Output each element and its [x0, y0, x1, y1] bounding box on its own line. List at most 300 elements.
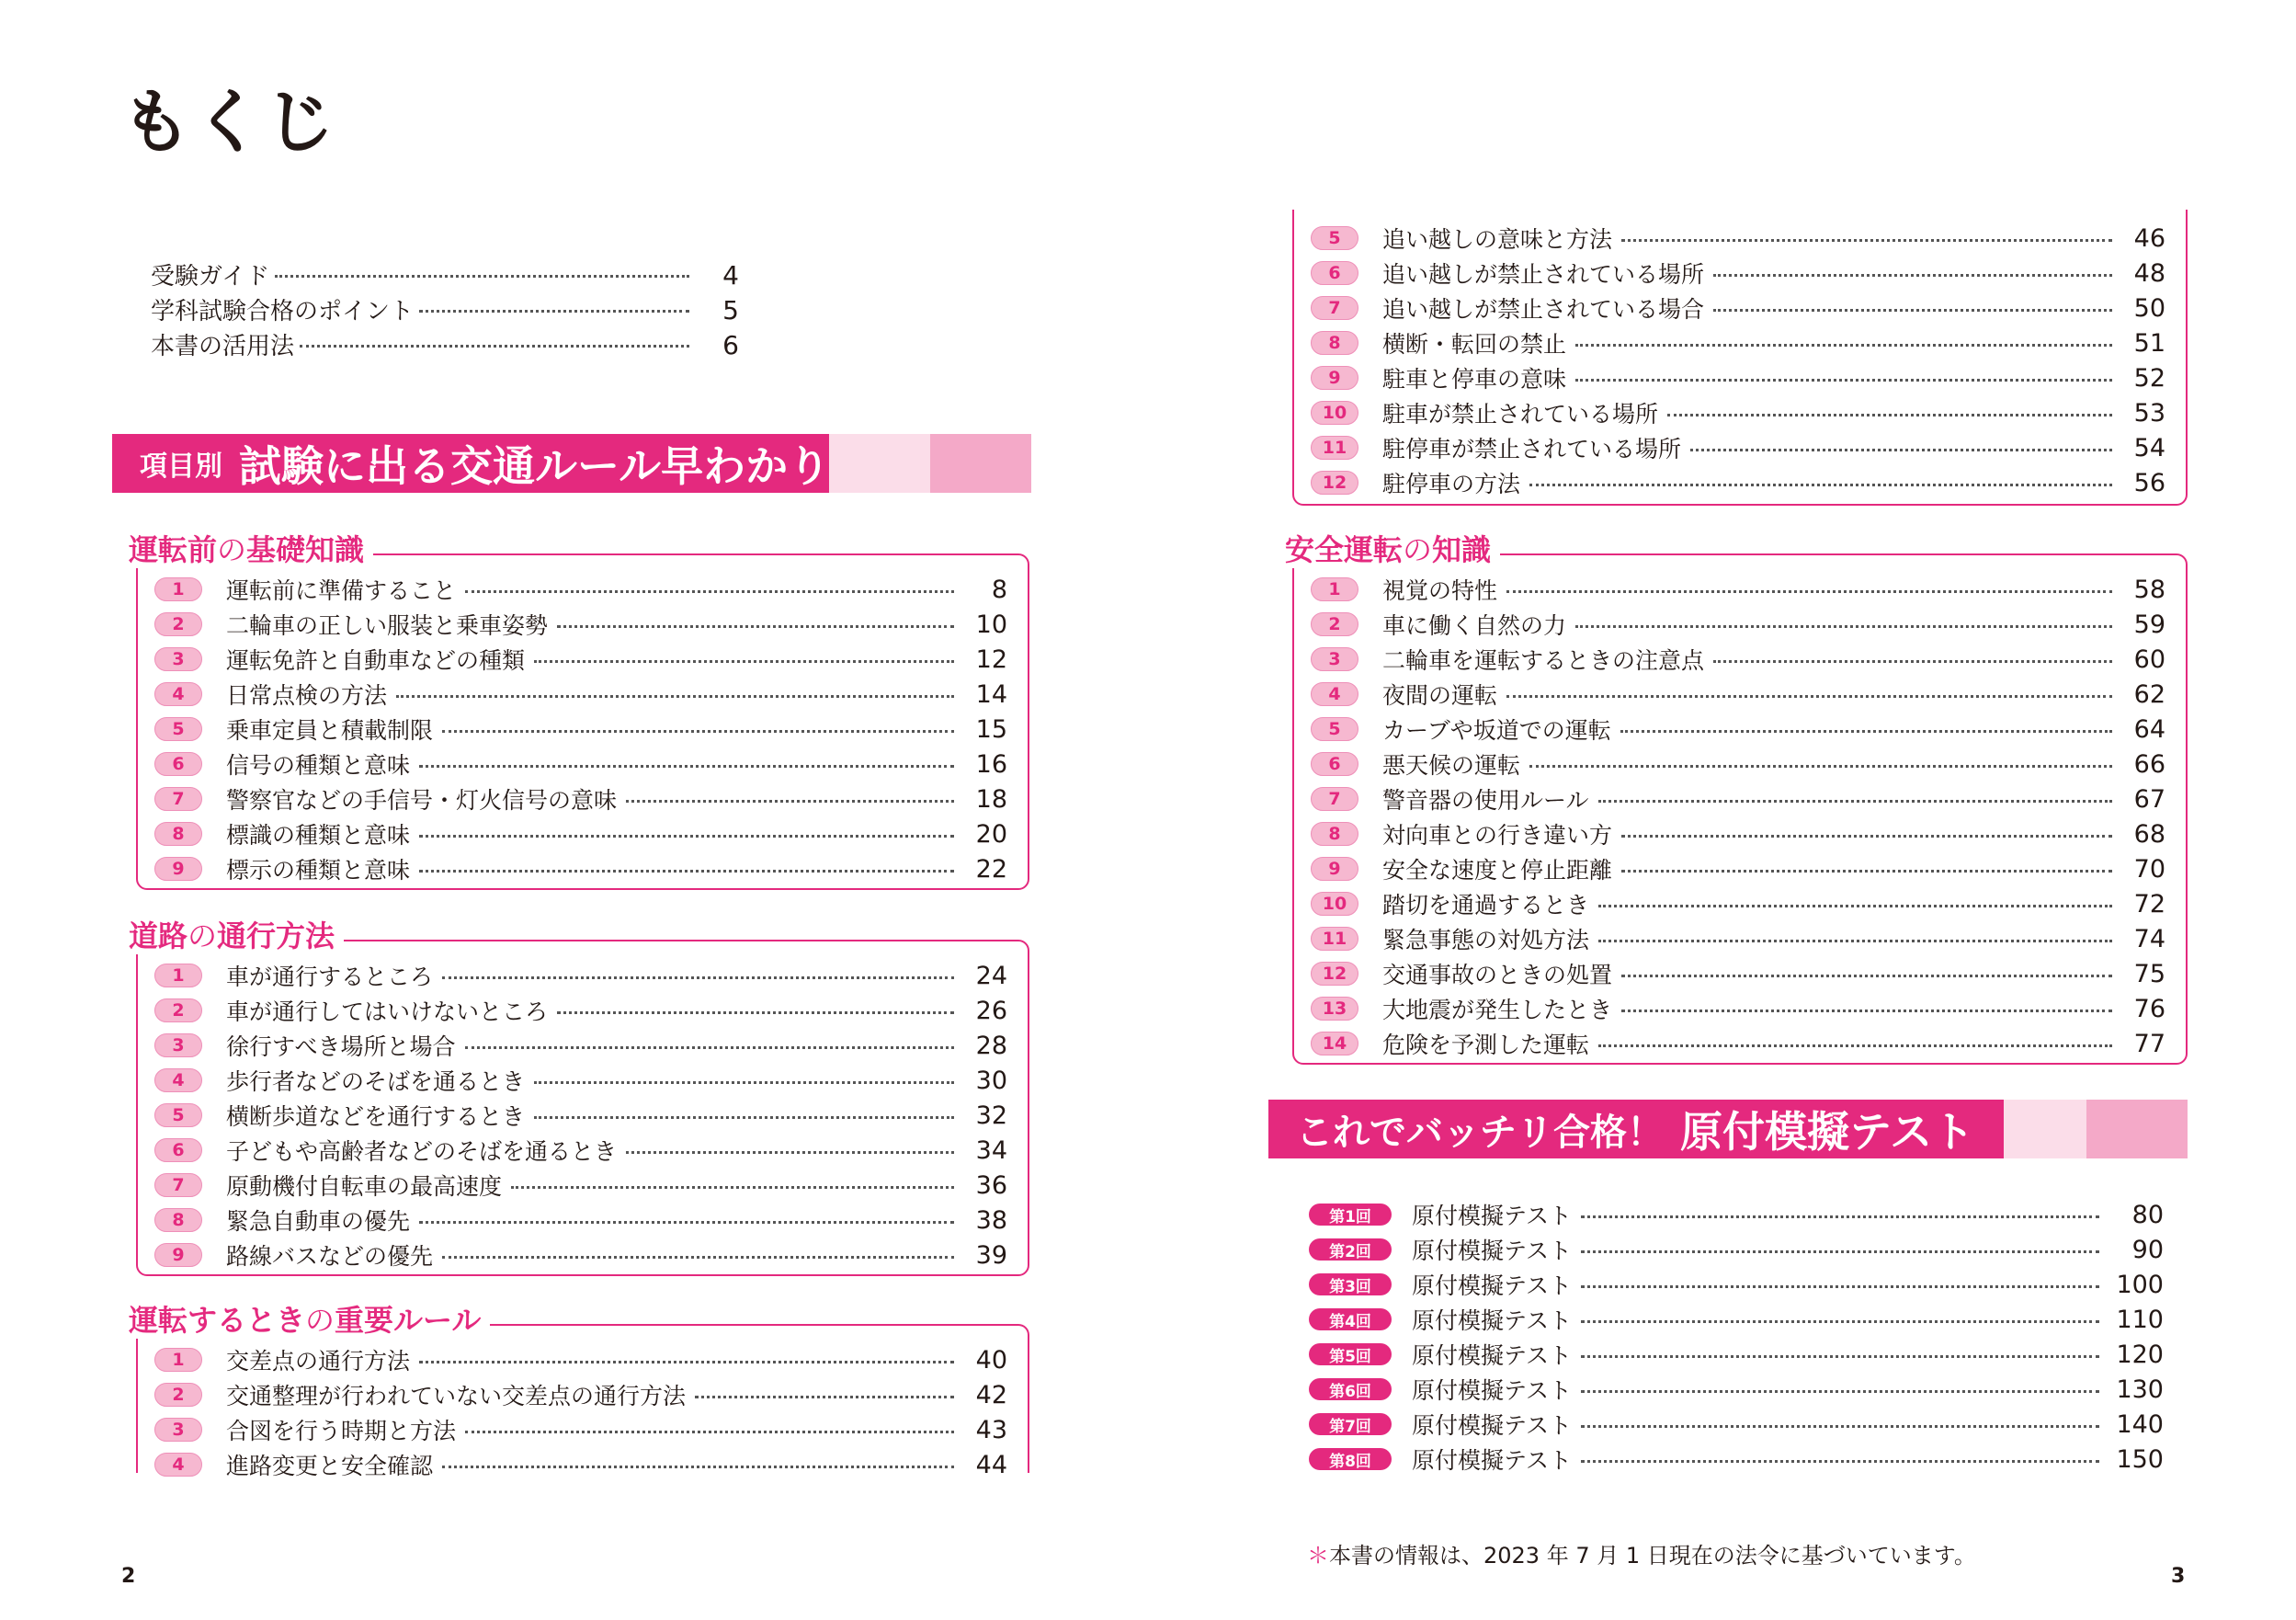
- section-items: [154, 1342, 1007, 1482]
- toc-entry[interactable]: [1311, 921, 2165, 956]
- toc-entry[interactable]: [154, 851, 1007, 886]
- toc-entry[interactable]: [1311, 1026, 2165, 1061]
- entry-label: 車が通行するところ: [226, 964, 434, 990]
- entry-label: 駐車が禁止されている場所: [1382, 401, 1659, 428]
- entry-page: 46: [2133, 223, 2165, 253]
- entry-page: 76: [2133, 994, 2165, 1023]
- leader-dots: [1581, 1460, 2099, 1463]
- number-badge: 8: [1311, 331, 1358, 355]
- number-badge: 2: [154, 998, 202, 1022]
- leader-dots: [465, 1046, 954, 1049]
- number-badge: 8: [1311, 822, 1358, 846]
- intro-list: [151, 257, 739, 362]
- entry-page: 77: [2133, 1029, 2165, 1058]
- number-badge: 9: [1311, 857, 1358, 881]
- toc-entry[interactable]: [154, 677, 1007, 712]
- toc-entry[interactable]: [154, 1203, 1007, 1238]
- leader-dots: [534, 660, 954, 663]
- leader-dots: [1581, 1425, 2099, 1428]
- entry-page: 34: [975, 1135, 1007, 1165]
- entry-page: 74: [2133, 924, 2165, 953]
- entry-label: 危険を予測した運転: [1382, 1032, 1590, 1058]
- entry-page: 70: [2133, 854, 2165, 884]
- toc-entry[interactable]: [1311, 886, 2165, 921]
- entry-page: 80: [2131, 1200, 2164, 1229]
- leader-dots: [1621, 835, 2112, 838]
- toc-entry[interactable]: [154, 958, 1007, 993]
- toc-entry[interactable]: [154, 1342, 1007, 1377]
- entry-label: 視覚の特性: [1382, 577, 1498, 604]
- number-badge: 6: [154, 752, 202, 776]
- number-badge: 4: [154, 1453, 202, 1477]
- entry-label: 歩行者などのそばを通るとき: [226, 1068, 526, 1095]
- entry-label: 二輪車の正しい服装と乗車姿勢: [226, 612, 549, 639]
- number-badge: 6: [1311, 752, 1358, 776]
- entry-label: 駐停車が禁止されている場所: [1382, 436, 1682, 462]
- section-rules: [129, 1303, 1029, 1479]
- leader-dots: [1690, 449, 2112, 451]
- leader-dots: [1506, 590, 2112, 593]
- leader-dots: [419, 870, 954, 873]
- leader-dots: [1598, 1044, 2112, 1047]
- toc-entry[interactable]: [1311, 572, 2165, 607]
- toc-entry[interactable]: [154, 1238, 1007, 1272]
- entry-label: 追い越しが禁止されている場合: [1382, 296, 1705, 323]
- page-number-left: 2: [121, 1565, 136, 1588]
- toc-entry[interactable]: [1311, 291, 2165, 325]
- footnote: [1307, 1537, 1976, 1569]
- toc-entry[interactable]: [1311, 642, 2165, 677]
- banner-tests: [1268, 1100, 2188, 1158]
- entry-label: 追い越しの意味と方法: [1382, 226, 1613, 253]
- toc-entry[interactable]: [154, 816, 1007, 851]
- leader-dots: [442, 976, 954, 979]
- entry-label: 学科試験合格のポイント: [151, 298, 415, 325]
- round-badge: 第7回: [1309, 1413, 1392, 1435]
- test-entry[interactable]: [1309, 1337, 2164, 1372]
- toc-entry[interactable]: [1311, 325, 2165, 360]
- toc-entry[interactable]: [1311, 465, 2165, 500]
- entry-page: 120: [2116, 1340, 2164, 1369]
- entry-label: 原付模擬テスト: [1412, 1447, 1573, 1474]
- entry-page: 16: [975, 749, 1007, 779]
- entry-label: 交通事故のときの処置: [1382, 962, 1613, 988]
- entry-label: 夜間の運転: [1382, 682, 1498, 709]
- entry-label: 原付模擬テスト: [1412, 1272, 1573, 1299]
- leader-dots: [1621, 975, 2112, 977]
- number-badge: 11: [1311, 927, 1358, 951]
- entry-label: 悪天候の運転: [1382, 752, 1521, 779]
- page-title: もくじ: [121, 81, 336, 163]
- leader-dots: [1581, 1215, 2099, 1218]
- number-badge: 7: [1311, 296, 1358, 320]
- number-badge: 1: [154, 1348, 202, 1372]
- leader-dots: [419, 835, 954, 838]
- toc-entry[interactable]: [151, 327, 739, 362]
- section-rules-continued: [1292, 210, 2188, 506]
- entry-page: 67: [2133, 784, 2165, 814]
- toc-entry[interactable]: [1311, 747, 2165, 781]
- entry-label: 路線バスなどの優先: [226, 1243, 434, 1270]
- leader-dots: [534, 1116, 954, 1119]
- entry-label: 原付模擬テスト: [1412, 1203, 1573, 1229]
- footnote-text: 本書の情報は、2023 年 7 月 1 日現在の法令に基づいています。: [1329, 1543, 1976, 1569]
- number-badge: 3: [154, 1418, 202, 1442]
- entry-label: 信号の種類と意味: [226, 752, 411, 779]
- entry-page: 36: [975, 1170, 1007, 1200]
- entry-label: 横断・転回の禁止: [1382, 331, 1567, 358]
- number-badge: 5: [154, 1103, 202, 1127]
- entry-label: 車に働く自然の力: [1382, 612, 1567, 639]
- entry-label: 対向車との行き違い方: [1382, 822, 1613, 849]
- toc-entry[interactable]: [154, 1447, 1007, 1482]
- entry-page: 90: [2131, 1235, 2164, 1264]
- leader-dots: [1598, 905, 2112, 907]
- toc-entry[interactable]: [154, 1133, 1007, 1168]
- entry-page: 5: [722, 295, 739, 325]
- entry-page: 10: [975, 610, 1007, 639]
- entry-label: 運転免許と自動車などの種類: [226, 647, 526, 674]
- entry-label: 警音器の使用ルール: [1382, 787, 1589, 814]
- banner-title: 原付模擬テスト: [1680, 1107, 1975, 1157]
- leader-dots: [1581, 1250, 2099, 1253]
- number-badge: 4: [154, 1068, 202, 1092]
- section-items: [154, 572, 1007, 886]
- leader-dots: [1598, 800, 2112, 803]
- leader-dots: [626, 1151, 954, 1154]
- leader-dots: [275, 275, 689, 278]
- entry-page: 4: [722, 260, 739, 291]
- number-badge: 12: [1311, 471, 1358, 495]
- round-badge: 第6回: [1309, 1378, 1392, 1400]
- leader-dots: [1575, 344, 2112, 347]
- toc-entry[interactable]: [154, 1063, 1007, 1098]
- toc-entry[interactable]: [154, 1028, 1007, 1063]
- test-entry[interactable]: [1309, 1197, 2164, 1232]
- entry-label: 踏切を通過するとき: [1382, 892, 1590, 918]
- entry-label: 標示の種類と意味: [226, 857, 411, 884]
- toc-entry[interactable]: [154, 1377, 1007, 1412]
- leader-dots: [1713, 660, 2112, 663]
- entry-page: 30: [975, 1066, 1007, 1095]
- leader-dots: [465, 590, 954, 593]
- leader-dots: [1529, 484, 2112, 486]
- leader-dots: [396, 695, 954, 698]
- asterisk-icon: ＊: [1307, 1543, 1329, 1569]
- leader-dots: [1621, 870, 2112, 873]
- page-number-right: 3: [2171, 1565, 2186, 1588]
- toc-entry[interactable]: [1311, 712, 2165, 747]
- leader-dots: [1598, 940, 2112, 942]
- entry-label: 受験ガイド: [151, 263, 270, 291]
- section-items: [1311, 572, 2165, 1061]
- section-title: 安全運転の知識: [1276, 531, 1500, 568]
- leader-dots: [1621, 239, 2112, 242]
- toc-entry[interactable]: [154, 607, 1007, 642]
- leader-dots: [1581, 1285, 2099, 1288]
- entry-label: 交差点の通行方法: [226, 1348, 411, 1375]
- number-badge: 14: [1311, 1032, 1358, 1055]
- leader-dots: [419, 1221, 954, 1224]
- toc-entry[interactable]: [154, 1412, 1007, 1447]
- entry-page: 48: [2133, 258, 2165, 288]
- section-items: [154, 958, 1007, 1272]
- round-badge: 第1回: [1309, 1204, 1392, 1226]
- leader-dots: [1581, 1320, 2099, 1323]
- number-badge: 5: [1311, 717, 1358, 741]
- entry-label: 徐行すべき場所と場合: [226, 1033, 456, 1060]
- leader-dots: [442, 1256, 954, 1259]
- entry-page: 28: [975, 1031, 1007, 1060]
- number-badge: 11: [1311, 436, 1358, 460]
- entry-page: 53: [2133, 398, 2165, 428]
- number-badge: 2: [1311, 612, 1358, 636]
- section-title: 道路の通行方法: [119, 918, 344, 954]
- leader-dots: [1667, 414, 2112, 416]
- entry-page: 52: [2133, 363, 2165, 393]
- leader-dots: [442, 1466, 954, 1468]
- entry-label: 原動機付自転車の最高速度: [226, 1173, 503, 1200]
- number-badge: 3: [1311, 647, 1358, 671]
- leader-dots: [557, 625, 954, 628]
- leader-dots: [511, 1186, 954, 1189]
- leader-dots: [534, 1081, 954, 1084]
- entry-label: 大地震が発生したとき: [1382, 997, 1613, 1023]
- entry-page: 64: [2133, 714, 2165, 744]
- toc-entry[interactable]: [1311, 781, 2165, 816]
- entry-label: 子どもや高齢者などのそばを通るとき: [226, 1138, 618, 1165]
- entry-page: 150: [2116, 1444, 2164, 1474]
- round-badge: 第3回: [1309, 1273, 1392, 1295]
- number-badge: 1: [154, 964, 202, 987]
- toc-entry[interactable]: [1311, 256, 2165, 291]
- toc-entry[interactable]: [154, 1098, 1007, 1133]
- entry-label: 安全な速度と停止距離: [1382, 857, 1613, 884]
- number-badge: 9: [154, 857, 202, 881]
- toc-entry[interactable]: [1311, 816, 2165, 851]
- leader-dots: [1581, 1355, 2099, 1358]
- entry-label: 緊急事態の対処方法: [1382, 927, 1590, 953]
- number-badge: 2: [154, 612, 202, 636]
- entry-label: 標識の種類と意味: [226, 822, 411, 849]
- entry-page: 75: [2133, 959, 2165, 988]
- number-badge: 7: [1311, 787, 1358, 811]
- entry-page: 20: [975, 819, 1007, 849]
- number-badge: 10: [1311, 892, 1358, 916]
- entry-page: 72: [2133, 889, 2165, 918]
- section-items: [1311, 221, 2165, 500]
- entry-label: 二輪車を運転するときの注意点: [1382, 647, 1705, 674]
- entry-page: 43: [975, 1415, 1007, 1444]
- entry-page: 54: [2133, 433, 2165, 462]
- section-title: 運転前の基礎知識: [119, 531, 373, 568]
- toc-entry[interactable]: [151, 292, 739, 327]
- toc-entry[interactable]: [1311, 956, 2165, 991]
- entry-label: 原付模擬テスト: [1412, 1307, 1573, 1334]
- section-safety: [1285, 532, 2188, 1065]
- entry-page: 12: [975, 645, 1007, 674]
- section-title: 運転するときの重要ルール: [119, 1302, 490, 1339]
- toc-entry[interactable]: [154, 993, 1007, 1028]
- entry-label: 乗車定員と積載制限: [226, 717, 434, 744]
- number-badge: 1: [154, 577, 202, 601]
- entry-label: 運転前に準備すること: [226, 577, 457, 604]
- number-badge: 12: [1311, 962, 1358, 986]
- entry-label: 警察官などの手信号・灯火信号の意味: [226, 787, 618, 814]
- toc-entry[interactable]: [154, 712, 1007, 747]
- number-badge: 7: [154, 1173, 202, 1197]
- entry-page: 56: [2133, 468, 2165, 497]
- entry-page: 68: [2133, 819, 2165, 849]
- number-badge: 4: [1311, 682, 1358, 706]
- leader-dots: [465, 1431, 954, 1433]
- leader-dots: [1713, 309, 2112, 312]
- entry-label: 駐停車の方法: [1382, 471, 1521, 497]
- entry-page: 110: [2116, 1305, 2164, 1334]
- toc-entry[interactable]: [1311, 430, 2165, 465]
- number-badge: 4: [154, 682, 202, 706]
- entry-page: 60: [2133, 645, 2165, 674]
- entry-label: 進路変更と安全確認: [226, 1453, 434, 1479]
- test-entry[interactable]: [1309, 1302, 2164, 1337]
- toc-entry[interactable]: [154, 747, 1007, 781]
- entry-page: 8: [991, 575, 1007, 604]
- section-basics: [129, 532, 1029, 890]
- entry-page: 51: [2133, 328, 2165, 358]
- banner-title: 試験に出る交通ルール早わかり: [239, 441, 831, 491]
- test-entry[interactable]: [1309, 1267, 2164, 1302]
- number-badge: 3: [154, 647, 202, 671]
- test-entry[interactable]: [1309, 1407, 2164, 1442]
- test-entry[interactable]: [1309, 1442, 2164, 1477]
- banner-subtitle: これでバッチリ合格！: [1296, 1111, 1664, 1154]
- entry-page: 15: [975, 714, 1007, 744]
- test-entry[interactable]: [1309, 1232, 2164, 1267]
- toc-entry[interactable]: [154, 781, 1007, 816]
- round-badge: 第4回: [1309, 1308, 1392, 1330]
- toc-entry[interactable]: [1311, 360, 2165, 395]
- leader-dots: [695, 1396, 954, 1398]
- number-badge: 10: [1311, 401, 1358, 425]
- number-badge: 5: [154, 717, 202, 741]
- entry-page: 66: [2133, 749, 2165, 779]
- leader-dots: [626, 800, 954, 803]
- leader-dots: [1621, 1010, 2112, 1012]
- toc-entry[interactable]: [1311, 991, 2165, 1026]
- entry-label: 追い越しが禁止されている場所: [1382, 261, 1705, 288]
- leader-dots: [1575, 625, 2112, 628]
- entry-label: 駐車と停車の意味: [1382, 366, 1567, 393]
- test-entry[interactable]: [1309, 1372, 2164, 1407]
- banner-rules: [112, 434, 1031, 493]
- leader-dots: [1713, 274, 2112, 277]
- number-badge: 3: [154, 1033, 202, 1057]
- entry-label: 原付模擬テスト: [1412, 1412, 1573, 1439]
- number-badge: 8: [154, 822, 202, 846]
- entry-label: 原付模擬テスト: [1412, 1377, 1573, 1404]
- entry-page: 32: [975, 1101, 1007, 1130]
- toc-entry[interactable]: [1311, 851, 2165, 886]
- toc-entry[interactable]: [151, 257, 739, 292]
- number-badge: 6: [154, 1138, 202, 1162]
- entry-page: 42: [975, 1380, 1007, 1409]
- leader-dots: [1506, 695, 2112, 698]
- entry-page: 44: [975, 1450, 1007, 1479]
- leader-dots: [300, 345, 689, 348]
- entry-page: 22: [975, 854, 1007, 884]
- entry-label: 本書の活用法: [151, 333, 295, 360]
- entry-page: 58: [2133, 575, 2165, 604]
- entry-label: 交通整理が行われていない交差点の通行方法: [226, 1383, 687, 1409]
- entry-label: 車が通行してはいけないところ: [226, 998, 549, 1025]
- number-badge: 2: [154, 1383, 202, 1407]
- entry-page: 6: [722, 330, 739, 360]
- entry-page: 26: [975, 996, 1007, 1025]
- entry-page: 140: [2116, 1409, 2164, 1439]
- entry-page: 62: [2133, 679, 2165, 709]
- leader-dots: [419, 765, 954, 768]
- round-badge: 第2回: [1309, 1238, 1392, 1261]
- number-badge: 9: [154, 1243, 202, 1267]
- entry-page: 14: [975, 679, 1007, 709]
- entry-label: 原付模擬テスト: [1412, 1342, 1573, 1369]
- toc-entry[interactable]: [1311, 221, 2165, 256]
- leader-dots: [1575, 379, 2112, 382]
- entry-label: 原付模擬テスト: [1412, 1238, 1573, 1264]
- entry-label: 緊急自動車の優先: [226, 1208, 411, 1235]
- entry-page: 18: [975, 784, 1007, 814]
- entry-page: 50: [2133, 293, 2165, 323]
- toc-entry[interactable]: [154, 642, 1007, 677]
- entry-page: 40: [975, 1345, 1007, 1375]
- toc-entry[interactable]: [1311, 607, 2165, 642]
- banner-main: [112, 434, 829, 493]
- round-badge: 第8回: [1309, 1448, 1392, 1470]
- round-badge: 第5回: [1309, 1343, 1392, 1365]
- number-badge: 13: [1311, 997, 1358, 1021]
- number-badge: 9: [1311, 366, 1358, 390]
- number-badge: 8: [154, 1208, 202, 1232]
- toc-entry[interactable]: [1311, 677, 2165, 712]
- banner-main: [1268, 1100, 2004, 1158]
- number-badge: 7: [154, 787, 202, 811]
- leader-dots: [1529, 765, 2112, 768]
- toc-entry[interactable]: [154, 572, 1007, 607]
- entry-label: 日常点検の方法: [226, 682, 388, 709]
- entry-label: カーブや坂道での運転: [1382, 717, 1611, 744]
- entry-label: 横断歩道などを通行するとき: [226, 1103, 526, 1130]
- test-list: [1309, 1197, 2164, 1477]
- entry-page: 100: [2116, 1270, 2164, 1299]
- leader-dots: [557, 1011, 954, 1014]
- banner-subtitle: 項目別: [140, 451, 222, 483]
- number-badge: 5: [1311, 226, 1358, 250]
- leader-dots: [419, 310, 689, 313]
- entry-page: 130: [2116, 1375, 2164, 1404]
- toc-entry[interactable]: [1311, 395, 2165, 430]
- section-roads: [129, 918, 1029, 1276]
- toc-entry[interactable]: [154, 1168, 1007, 1203]
- leader-dots: [1581, 1390, 2099, 1393]
- leader-dots: [1620, 730, 2112, 733]
- entry-page: 59: [2133, 610, 2165, 639]
- entry-page: 38: [975, 1205, 1007, 1235]
- entry-label: 合図を行う時期と方法: [226, 1418, 457, 1444]
- number-badge: 1: [1311, 577, 1358, 601]
- entry-page: 24: [975, 961, 1007, 990]
- leader-dots: [442, 730, 954, 733]
- number-badge: 6: [1311, 261, 1358, 285]
